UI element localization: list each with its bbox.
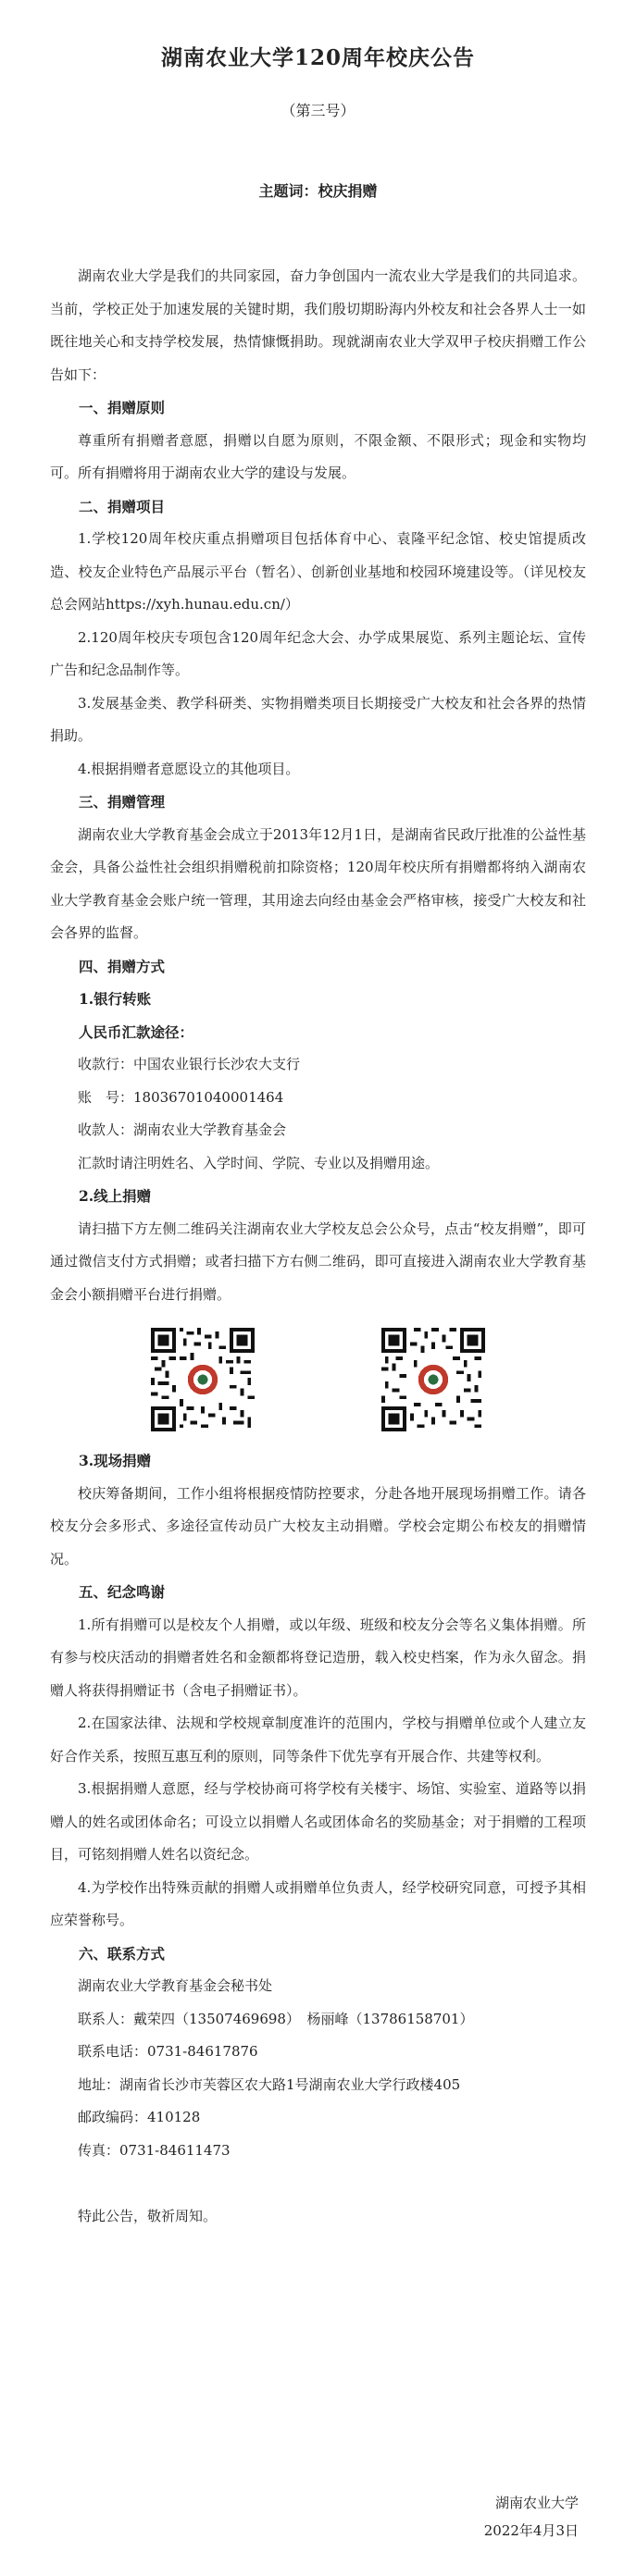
projects-item-4: 4.根据捐赠者意愿设立的其他项目。 <box>78 760 300 777</box>
section-heading-acknowledgement: 五、纪念鸣谢 <box>79 1583 166 1601</box>
qr-code-row <box>50 1311 586 1444</box>
qr-code-icon <box>381 1328 485 1431</box>
receiving-bank: 收款行：中国农业银行长沙农大支行 <box>78 1056 301 1072</box>
method-bank-transfer-title: 1.银行转账 <box>79 990 152 1008</box>
section-heading-projects: 二、捐赠项目 <box>79 497 166 515</box>
qr-code-icon <box>151 1328 255 1431</box>
rmb-remittance-label: 人民币汇款途径： <box>79 1022 194 1041</box>
payee-name: 收款人：湖南农业大学教育基金会 <box>78 1121 287 1138</box>
management-paragraph: 湖南农业大学教育基金会成立于2013年12月1日，是湖南省民政厅批准的公益性基金会，具备公益性社会组织捐赠税前扣除资格；120周年校庆所有捐赠都将纳入湖南农业大学教育基金会账户统一管理，其用途去向经由基金会严格审核，接受广大校友和社会各界的监督。 <box>50 825 586 941</box>
projects-item-2: 2.120周年校庆专项包含120周年纪念大会、办学成果展览、系列主题论坛、宣传广告和纪念品制作等。 <box>50 628 586 678</box>
contact-address: 地址：湖南省长沙市芙蓉区农大路1号湖南农业大学行政楼405 <box>78 2075 461 2093</box>
contact-zip: 邮政编码：410128 <box>78 2109 201 2125</box>
bank-account: 账 号：18036701040001464 <box>78 1088 284 1106</box>
closing-line: 特此公告，敬祈周知。 <box>78 2208 218 2224</box>
issue-number: （第三号） <box>281 102 355 119</box>
contact-fax: 传真：0731-84611473 <box>78 2141 231 2159</box>
signature-block <box>484 2489 579 2545</box>
acknowledgement-item-4: 4.为学校作出特殊贡献的捐赠人或捐赠单位负责人，经学校研究同意，可授予其相应荣誉称号。 <box>50 1878 586 1928</box>
acknowledgement-item-1: 1.所有捐赠可以是校友个人捐赠，或以年级、班级和校友分会等名义集体捐赠。所有参与校庆活动的捐赠者姓名和金额都将登记造册，载入校史档案，作为永久留念。捐赠人将获得捐赠证书（含电子捐赠证书）。 <box>50 1616 586 1699</box>
projects-item-1: 1.学校120周年校庆重点捐赠项目包括体育中心、袁隆平纪念馆、校史馆提质改造、校友企业特色产品展示平台（暂名）、创新创业基地和校园环境建设等。（详见校友总会网站https://xyh.hunau.edu.cn/） <box>50 530 586 613</box>
principles-paragraph: 尊重所有捐赠者意愿，捐赠以自愿为原则，不限金额、不限形式；现金和实物均可。所有捐赠将用于湖南农业大学的建设与发展。 <box>50 431 586 481</box>
method-online-title: 2.线上捐赠 <box>79 1187 152 1205</box>
acknowledgement-item-3: 3.根据捐赠人意愿，经与学校协商可将学校有关楼宇、场馆、实验室、道路等以捐赠人的姓名或团体命名；可设立以捐赠人名或团体命名的奖励基金；对于捐赠的工程项目，可铭刻捐赠人姓名以资纪念。 <box>50 1780 586 1863</box>
contact-persons: 联系人：戴荣四（13507469698） 杨丽峰（13786158701） <box>78 2010 474 2027</box>
contact-phone: 联系电话：0731-84617876 <box>78 2043 258 2060</box>
online-donation-paragraph: 请扫描下方左侧二维码关注湖南农业大学校友总会公众号，点击“校友捐赠”，即可通过微信支付方式捐赠；或者扫描下方右侧二维码，即可直接进入湖南农业大学教育基金会小额捐赠平台进行捐赠。 <box>50 1220 586 1303</box>
section-heading-methods: 四、捐赠方式 <box>79 957 166 975</box>
keywords-line: 主题词：校庆捐赠 <box>258 182 378 200</box>
projects-item-3: 3.发展基金类、教学科研类、实物捐赠类项目长期接受广大校友和社会各界的热情捐助。 <box>50 694 586 744</box>
intro-paragraph: 湖南农业大学是我们的共同家园，奋力争创国内一流农业大学是我们的共同追求。当前，学校正处于加速发展的关键时期，我们殷切期盼海内外校友和社会各界人士一如既往地关心和支持学校发展，热情慷慨捐助。现就湖南农业大学双甲子校庆捐赠工作公告如下： <box>50 267 586 383</box>
method-onsite-title: 3.现场捐赠 <box>79 1452 152 1469</box>
contact-organization: 湖南农业大学教育基金会秘书处 <box>78 1977 273 1994</box>
page-title: 湖南农业大学120周年校庆公告 <box>160 45 475 70</box>
alumni-wechat-qr-code[interactable] <box>151 1328 255 1431</box>
section-heading-contact: 六、联系方式 <box>79 1944 166 1963</box>
signature-organization: 湖南农业大学 <box>494 2495 579 2511</box>
section-heading-principles: 一、捐赠原则 <box>79 399 166 416</box>
signature-date: 2022年4月3日 <box>483 2522 579 2539</box>
onsite-donation-paragraph: 校庆筹备期间，工作小组将根据疫情防控要求，分赴各地开展现场捐赠工作。请各校友分会多形式、多途径宣传动员广大校友主动捐赠。学校会定期公布校友的捐赠情况。 <box>50 1484 586 1567</box>
acknowledgement-item-2: 2.在国家法律、法规和学校规章制度准许的范围内，学校与捐赠单位或个人建立友好合作关系，按照互惠互利的原则，同等条件下优先享有开展合作、共建等权利。 <box>50 1715 586 1765</box>
section-heading-management: 三、捐赠管理 <box>79 793 166 811</box>
foundation-donation-qr-code[interactable] <box>381 1328 485 1431</box>
remittance-note: 汇款时请注明姓名、入学时间、学院、专业以及捐赠用途。 <box>78 1154 440 1171</box>
